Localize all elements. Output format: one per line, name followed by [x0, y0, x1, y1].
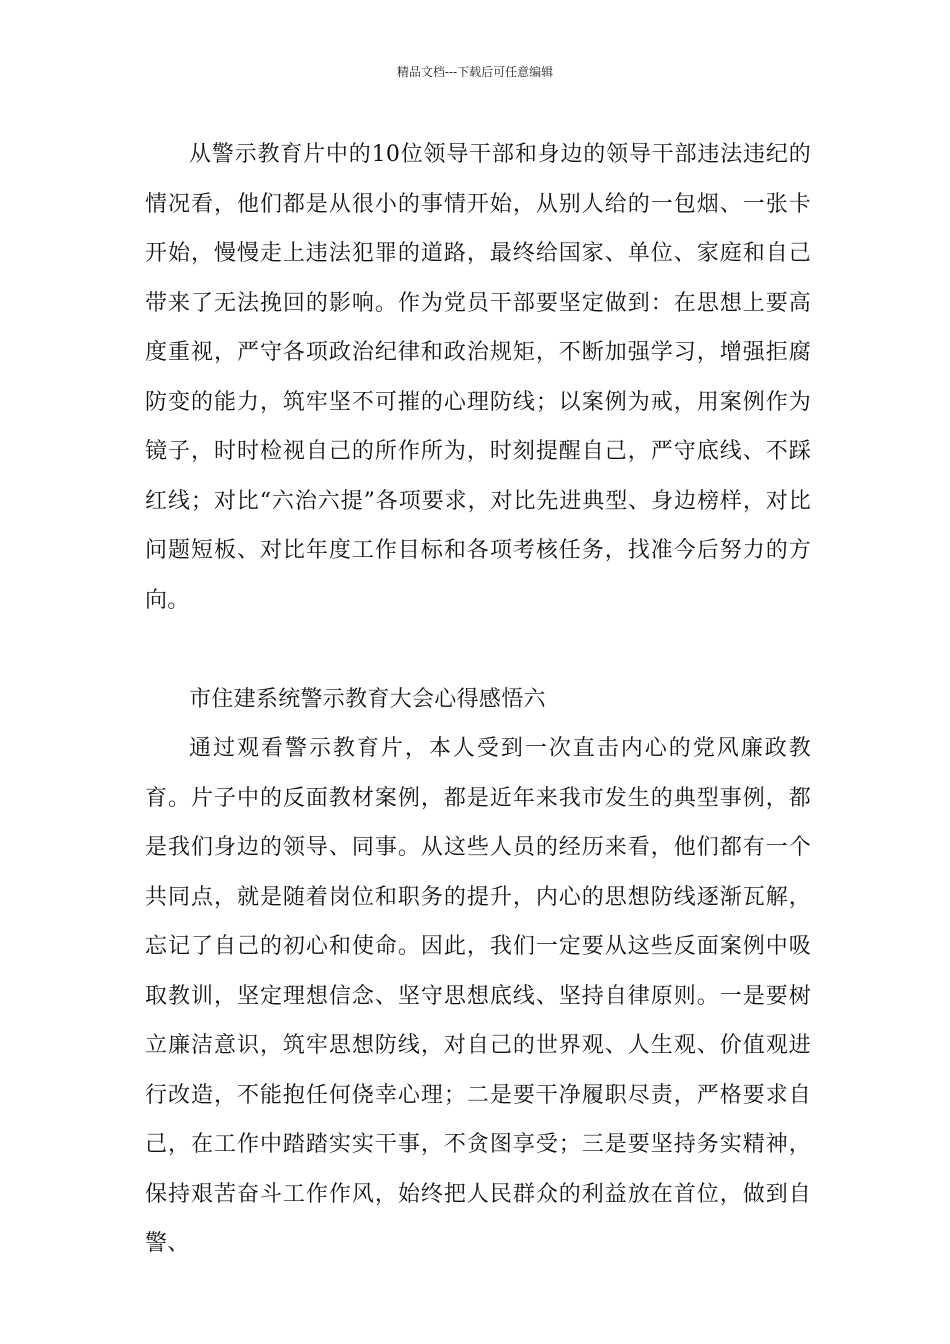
page-header: 精品文档---下载后可任意编辑 — [396, 65, 554, 79]
paragraph-1: 从警示教育片中的10位领导干部和身边的领导干部违法违纪的情况看，他们都是从很小的事情开始，从别人给的一包烟、一张卡开始，慢慢走上违法犯罪的道路，最终给国家、单位、家庭和自己带来了无法挽回的影响。作为党员干部要坚定做到：在思想上要高度重视，严守各项政治纪律和政治规矩，不断加强学习，增强拒腐防变的能力，筑牢坚不可摧的心理防线；以案例为戒，用案例作为镜子，时时检视自己的所作所为，时刻提醒自己，严守底线、不踩红线；对比“六治六提”各项要求，对比先进典型、身边榜样，对比问题短板、对比年度工作目标和各项考核任务，找准今后努力的方向。 — [145, 142, 811, 613]
paragraph-2: 通过观看警示教育片，本人受到一次直击内心的党风廉政教育。片子中的反面教材案例，都是近年来我市发生的典型事例，都是我们身边的领导、同事。从这些人员的经历来看，他们都有一个共同点，就是随着岗位和职务的提升，内心的思想防线逐渐瓦解，忘记了自己的初心和使命。因此，我们一定要从这些反面案例中吸取教训，坚定理想信念、坚守思想底线、坚持自律原则。一是要树立廉洁意识，筑牢思想防线，对自己的世界观、人生观、价值观进行改造，不能抱任何侥幸心理；二是要干净履职尽责，严格要求自己，在工作中踏踏实实干事，不贪图享受；三是要坚持务实精神，保持艰苦奋斗工作作风，始终把人民群众的利益放在首位，做到自警、 — [145, 736, 811, 1256]
document-body — [145, 130, 811, 1269]
section-heading: 市住建系统警示教育大会心得感悟六 — [189, 686, 546, 712]
